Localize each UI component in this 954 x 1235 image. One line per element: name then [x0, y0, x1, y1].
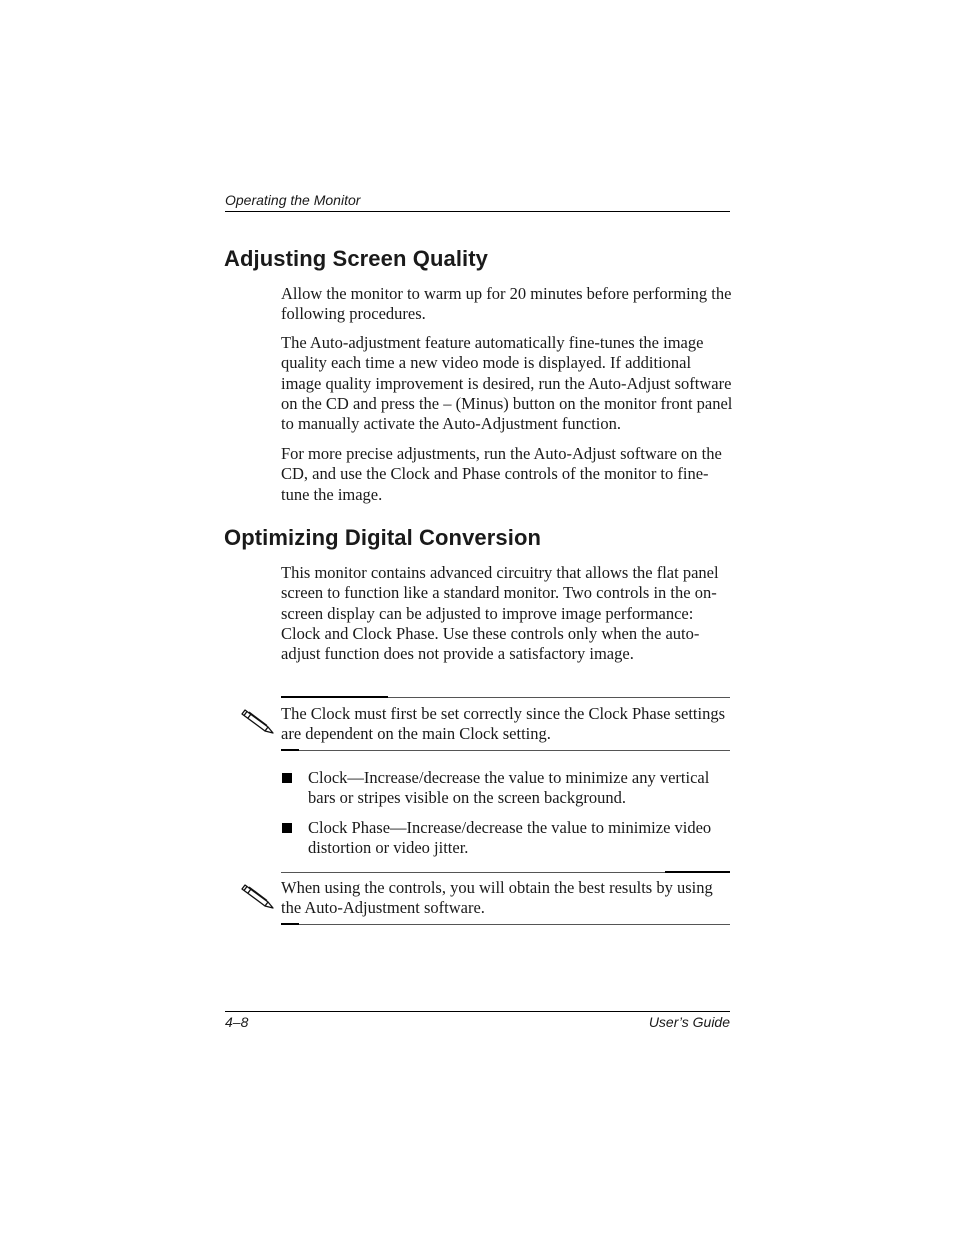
running-header: Operating the Monitor [225, 192, 361, 208]
bullet-item-clock-phase: Clock Phase—Increase/decrease the value to minimize video distortion or video jitter. [308, 818, 712, 858]
bullet-item-clock: Clock—Increase/decrease the value to minimize any vertical bars or stripes visible on the screen background. [308, 768, 710, 808]
paragraph-auto-adjustment: The Auto-adjustment feature automatically fine-tunes the image quality each time a new video mode is displayed. If additional image quality improvement is desired, run the Auto-Adjust software on the CD and press the – (Minus) button on the monitor front panel to manually activate the Auto-Adjustment function. [281, 333, 733, 434]
square-bullet-icon [282, 773, 292, 783]
guide-title: User’s Guide [648, 1014, 730, 1030]
pencil-note-icon [241, 881, 275, 909]
note-best-results: When using the controls, you will obtain the best results by using the Auto-Adjustment software. [281, 878, 713, 918]
note-rule-bottom [281, 924, 730, 925]
note-rule-top [281, 697, 730, 698]
section-heading-optimizing-digital-conversion: Optimizing Digital Conversion [224, 525, 542, 550]
note-clock-setting: The Clock must first be set correctly since the Clock Phase settings are dependent on the main Clock setting. [281, 704, 726, 744]
header-rule [225, 211, 730, 212]
section-heading-adjusting-screen-quality: Adjusting Screen Quality [224, 246, 489, 271]
square-bullet-icon [282, 823, 292, 833]
paragraph-precise-adjustments: For more precise adjustments, run the Auto-Adjust software on the CD, and use the Clock and Phase controls of the monitor to fine-tune the image. [281, 444, 722, 504]
footer-rule [225, 1011, 730, 1012]
note-rule-top [281, 872, 730, 873]
paragraph-warm-up: Allow the monitor to warm up for 20 minutes before performing the following procedures. [281, 284, 732, 324]
note-rule-bottom [281, 750, 730, 751]
page-number: 4–8 [225, 1014, 249, 1030]
pencil-note-icon [241, 706, 275, 734]
paragraph-circuitry: This monitor contains advanced circuitry that allows the flat panel screen to function like a standard monitor. Two controls in the on-screen display can be adjusted to improve image performance: Clock and Clock Phase. Use these controls only when the auto-adjust function does not provide a satisfactory image. [281, 563, 719, 664]
